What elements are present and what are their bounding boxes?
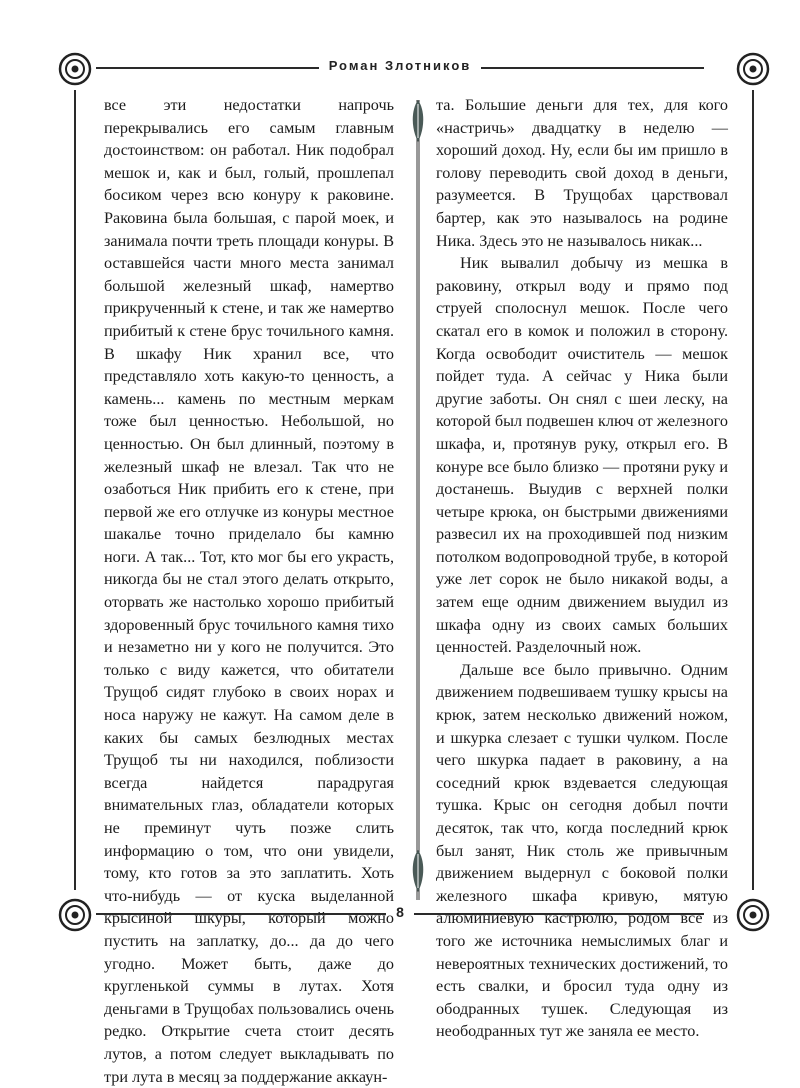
- corner-spiral-top-left-icon: [56, 50, 94, 88]
- right-text-column: [436, 94, 728, 1043]
- paragraph: все эти недостатки напрочь перекрывались его самым главным достоинством: он работал. Ник подобрал мешок и, как и был, голый, прошлепал босиком через всю конуру к раковине. Раковина была большая, с парой моек, и занимала почти треть площади конуры. В оставшейся части много места занимал большой железный шкаф, намертво прикрученный к стене, и так же намертво прибитый к стене брус точильного камня. В шкафу Ник хранил все, что представляло хоть какую-то ценность, а камень... камень по местным меркам тоже был ценностью. Небольшой, но ценностью. Он был длинный, поэтому в железный шкаф не влезал. Так что не озаботься Ник прибить его к стене, при первой же его отлучке из конуры местное шакалье точно приделало бы камню ноги. А так... Тот, кто мог бы его украсть, никогда бы не стал этого делать открыто, оторвать же настолько хорошо прибитый здоровенный брус точильного камня тихо и незаметно ни у кого не получится. Это только с виду кажется, что обитатели Трущоб сидят глубоко в своих норах и носа наружу не кажут. На самом деле в каких бы самых безлюдных местах Трущоб ты ни находился, поблизости всегда найдется парадругая внимательных глаз, обладатели которых не преминут чуть позже слить информацию о том, что они увидели, тому, кто готов за это заплатить. Хоть что-нибудь — от куска выделанной крысиной шкуры, который можно пустить на заплатку, до... да до чего угодно. Может быть, даже до кругленькой суммы в лутах. Хотя деньгами в Трущобах пользовались очень редко. Открытие счета стоит десять лутов, а потом следует выкладывать по три лута в месяц за поддержание аккаун-: [104, 96, 394, 1086]
- paragraph: та. Большие деньги для тех, для кого «настричь» двадцатку в неделю — хороший доход. Ну, если бы им пришло в голову переводить свой доход в деньги, разумеется. В Трущобах царствовал бартер, как это называлось на родине Ника. Здесь это не называлось никак...: [436, 96, 728, 250]
- frame-right-line: [752, 90, 754, 890]
- column-divider: [412, 100, 424, 900]
- left-text-column: [104, 94, 394, 1088]
- running-header: [0, 58, 800, 73]
- author-name: Роман Злотников: [319, 58, 482, 73]
- leaf-ornament-top-icon: [403, 100, 433, 142]
- corner-spiral-bottom-right-icon: [734, 896, 772, 934]
- corner-spiral-bottom-left-icon: [56, 896, 94, 934]
- page-number: 8: [386, 904, 414, 920]
- leaf-ornament-bottom-icon: [403, 850, 433, 892]
- frame-left-line: [74, 90, 76, 890]
- corner-spiral-top-right-icon: [734, 50, 772, 88]
- paragraph: Дальше все было привычно. Одним движением подвешиваем тушку крысы на крюк, затем несколько движений ножом, и шкурка слезает с тушки чулком. После чего шкурка падает в раковину, а на соседний крюк вздевается следующая тушка. Крыс он сегодня добыл почти десяток, так что, когда последний крюк был занят, Ник столь же привычным движением выдернул с боковой полки железного шкафа кривую, мятую алюминиевую кастрюлю, родом все из того же источника немыслимых благ и невероятных технических достижений, то есть свалки, и бросил туда одну из ободранных тушек. Следующая из неободранных тут же заняла ее место.: [436, 660, 728, 1041]
- paragraph: Ник вывалил добычу из мешка в раковину, открыл воду и прямо под струей сполоснул мешок. После чего скатал его в комок и положил в сторону. Когда освободит очиститель — мешок пойдет туда. А сейчас у Ника были другие заботы. Он снял с шеи леску, на которой был подвешен ключ от железного шкафа, и, протянув руку, открыл его. В конуре все было близко — протяни руку и достанешь. Выудив с верхней полки четыре крюка, он быстрыми движениями развесил их на проходившей под низким потолком водопроводной трубе, в которой уже лет сорок не было никакой воды, а затем еще одним движением выудил из шкафа одну из своих самых больших ценностей. Разделочный нож.: [436, 254, 728, 657]
